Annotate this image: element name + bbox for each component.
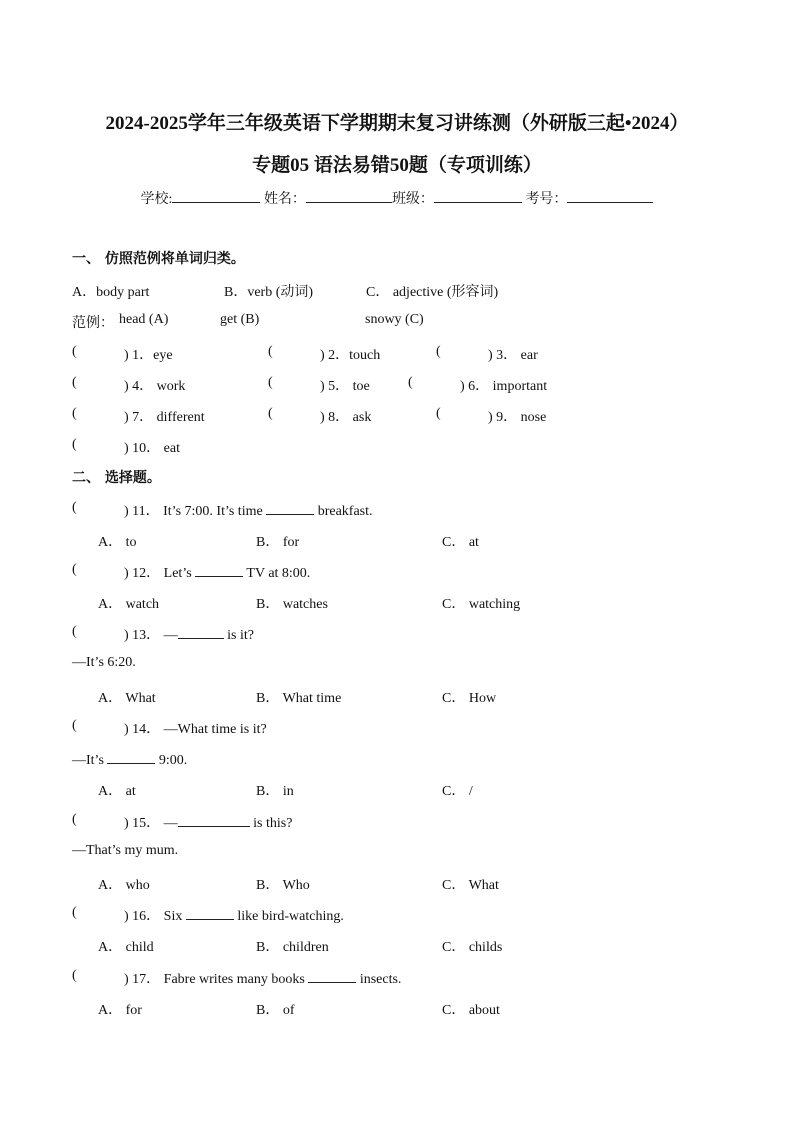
question-15	[124, 812, 292, 832]
example-label: 范例：	[72, 316, 114, 331]
item-4: ) 4． work	[124, 379, 186, 394]
q15-text: ) 15． —	[124, 816, 178, 831]
item-4-paren[interactable]: (	[72, 375, 77, 390]
q16-option-c[interactable]: C． childs	[442, 940, 503, 955]
item-3: ) 3． ear	[488, 348, 538, 363]
q15-option-a[interactable]: A． who	[98, 878, 150, 893]
q17-option-b[interactable]: B． of	[256, 1003, 295, 1018]
q16-option-a[interactable]: A． child	[98, 940, 154, 955]
q14-option-c[interactable]: C． /	[442, 784, 473, 799]
item-8-paren[interactable]: (	[268, 406, 273, 421]
q13-option-a[interactable]: A． What	[98, 691, 156, 706]
exam-number-field[interactable]	[567, 188, 653, 203]
question-17	[124, 968, 401, 988]
example-1: head (A)	[119, 312, 169, 327]
q14-paren[interactable]: (	[72, 718, 77, 733]
q17-text: ) 17． Fabre writes many books	[124, 972, 305, 987]
school-label: 学校:	[140, 192, 173, 207]
item-1: ) 1．eye	[124, 348, 173, 363]
q17-blank[interactable]	[308, 968, 356, 983]
q17-option-a[interactable]: A． for	[98, 1003, 142, 1018]
option-c: C． adjective (形容词)	[366, 285, 499, 300]
q16-paren[interactable]: (	[72, 905, 77, 920]
q16-tail: like bird-watching.	[237, 909, 344, 924]
item-9-paren[interactable]: (	[436, 406, 441, 421]
document-subtitle: 专题05 语法易错50题（专项训练）	[252, 155, 542, 176]
question-13	[124, 624, 254, 644]
question-14: ) 14． —What time is it?	[124, 722, 267, 737]
item-7-paren[interactable]: (	[72, 406, 77, 421]
section2-heading: 二、 选择题。	[72, 470, 161, 486]
example-2: get (B)	[220, 312, 260, 327]
question-16	[124, 905, 344, 925]
q15-option-b[interactable]: B． Who	[256, 878, 310, 893]
q16-option-b[interactable]: B． children	[256, 940, 329, 955]
q13-option-b[interactable]: B． What time	[256, 691, 342, 706]
item-10: ) 10． eat	[124, 441, 180, 456]
q15-answer: —That’s my mum.	[72, 843, 179, 858]
q12-option-c[interactable]: C． watching	[442, 597, 521, 612]
q14-answer	[72, 749, 187, 769]
q14-option-a[interactable]: A． at	[98, 784, 136, 799]
item-1-paren[interactable]: (	[72, 344, 77, 359]
q11-option-a[interactable]: A． to	[98, 535, 137, 550]
q11-tail: breakfast.	[317, 504, 373, 519]
q11-option-b[interactable]: B． for	[256, 535, 300, 550]
item-2: ) 2．touch	[320, 348, 381, 363]
q16-blank[interactable]	[186, 905, 234, 920]
q15-blank[interactable]	[178, 812, 250, 827]
q14-answer-tail: 9:00.	[158, 753, 188, 768]
q17-option-c[interactable]: C． about	[442, 1003, 500, 1018]
q12-blank[interactable]	[195, 562, 243, 577]
option-b: B．verb (动词)	[224, 285, 314, 300]
q14-answer-pre: —It’s	[72, 753, 104, 768]
q11-text: ) 11． It’s 7:00. It’s time	[124, 504, 263, 519]
q12-paren[interactable]: (	[72, 562, 77, 577]
q11-paren[interactable]: (	[72, 500, 77, 515]
q15-option-c[interactable]: C． What	[442, 878, 499, 893]
q16-text: ) 16． Six	[124, 909, 183, 924]
q13-blank[interactable]	[178, 624, 224, 639]
q13-option-c[interactable]: C． How	[442, 691, 497, 706]
student-info-line	[0, 188, 794, 208]
q15-tail: is this?	[253, 816, 293, 831]
item-7: ) 7． different	[124, 410, 205, 425]
question-12	[124, 562, 310, 582]
class-field[interactable]	[434, 188, 522, 203]
name-label: 姓名：	[263, 192, 306, 207]
q13-tail: is it?	[227, 628, 255, 643]
document-title: 2024-2025学年三年级英语下学期期末复习讲练测（外研版三起•2024）	[105, 113, 689, 134]
school-field[interactable]	[172, 188, 260, 203]
question-11	[124, 500, 373, 520]
q12-tail: TV at 8:00.	[246, 566, 311, 581]
exam-number-label: 考号：	[525, 192, 568, 207]
name-field[interactable]	[306, 188, 392, 203]
item-5-paren[interactable]: (	[268, 375, 273, 390]
option-a: A．body part	[72, 285, 150, 300]
class-label: 班级：	[391, 192, 434, 207]
example-3: snowy (C)	[365, 312, 424, 327]
q14-option-b[interactable]: B． in	[256, 784, 294, 799]
q17-tail: insects.	[359, 972, 402, 987]
item-5: ) 5． toe	[320, 379, 370, 394]
item-10-paren[interactable]: (	[72, 437, 77, 452]
q11-blank[interactable]	[266, 500, 314, 515]
q14-blank[interactable]	[107, 749, 155, 764]
q13-text: ) 13． —	[124, 628, 178, 643]
section1-heading: 一、 仿照范例将单词归类。	[72, 251, 245, 267]
q15-paren[interactable]: (	[72, 812, 77, 827]
item-3-paren[interactable]: (	[436, 344, 441, 359]
q13-paren[interactable]: (	[72, 624, 77, 639]
item-2-paren[interactable]: (	[268, 344, 273, 359]
q17-paren[interactable]: (	[72, 968, 77, 983]
q12-text: ) 12． Let’s	[124, 566, 192, 581]
q12-option-a[interactable]: A． watch	[98, 597, 160, 612]
q12-option-b[interactable]: B． watches	[256, 597, 328, 612]
q11-option-c[interactable]: C． at	[442, 535, 479, 550]
item-8: ) 8． ask	[320, 410, 372, 425]
item-6: ) 6． important	[460, 379, 548, 394]
q13-answer: —It’s 6:20.	[72, 655, 136, 670]
item-6-paren[interactable]: (	[408, 375, 413, 390]
item-9: ) 9． nose	[488, 410, 547, 425]
